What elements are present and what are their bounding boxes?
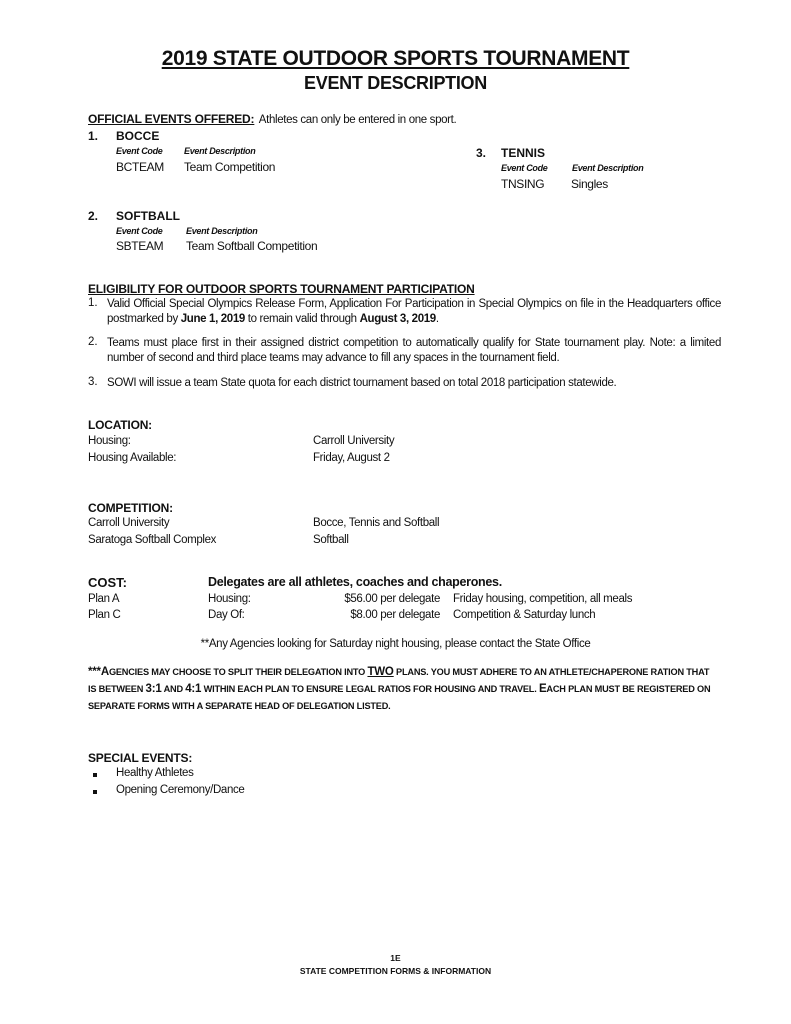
eligibility-heading: ELIGIBILITY FOR OUTDOOR SPORTS TOURNAMENT PARTICIPATION (88, 282, 475, 296)
eligibility-item-1 (107, 297, 721, 326)
notice-text: GENCIES MAY CHOOSE TO SPLIT THEIR DELEGATION INTO (108, 667, 368, 677)
plan-price: $56.00 per delegate (344, 593, 440, 605)
eligibility-text: Valid Official Special Olympics Release Form, Application For Participation in Special Olympics on file in the Headquarters office postmarked by (107, 298, 721, 325)
official-events-heading: OFFICIAL EVENTS OFFERED: (88, 112, 255, 126)
plan-type: Housing: (208, 593, 251, 605)
eligibility-text: . (435, 312, 439, 325)
notice-text: E (538, 683, 547, 695)
sport-number: 1. (88, 129, 99, 143)
eligibility-number: 3. (88, 376, 98, 388)
notice-text: WITHIN EACH PLAN TO ENSURE LEGAL RATIOS FOR HOUSING AND TRAVEL. (201, 684, 539, 694)
page-title: 2019 STATE OUTDOOR SPORTS TOURNAMENT (161, 47, 630, 70)
sport-name: TENNIS (501, 146, 546, 160)
competition-sports: Bocce, Tennis and Softball (313, 517, 440, 529)
special-event-item: Healthy Athletes (116, 767, 194, 779)
event-code: SBTEAM (116, 239, 164, 253)
bullet-icon (93, 790, 97, 794)
page-subtitle: EVENT DESCRIPTION (304, 73, 487, 93)
notice-ratio: 4:1 (185, 683, 202, 695)
official-events-line (88, 110, 456, 128)
sport-number: 2. (88, 209, 99, 223)
official-events-note: Athletes can only be entered in one sport. (258, 114, 457, 126)
sport-name: BOCCE (116, 129, 160, 143)
plan-name: Plan A (88, 593, 120, 605)
notice-text: ACH PLAN MUST BE REGISTERED ON SEPARATE FORMS WITH A SEPARATE HEAD OF DELEGATION LISTED. (88, 684, 711, 711)
eligibility-item-3: SOWI will issue a team State quota for each district tournament based on total 2018 participation statewide. (107, 377, 617, 389)
footer-label: STATE COMPETITION FORMS & INFORMATION (299, 966, 492, 976)
event-code-header: Event Code (116, 226, 163, 236)
event-description: Team Competition (184, 160, 276, 174)
location-value: Carroll University (313, 435, 395, 447)
sport-name: SOFTBALL (116, 209, 180, 223)
housing-note: **Any Agencies looking for Saturday night housing, please contact the State Office (200, 638, 591, 650)
deadline-date: June 1, 2019 (180, 312, 245, 325)
sport-number: 3. (476, 146, 487, 160)
notice-text: A (100, 666, 109, 678)
event-description: Team Softball Competition (186, 239, 318, 253)
plan-name: Plan C (88, 609, 121, 621)
cost-heading: COST: (88, 575, 127, 590)
bullet-icon (93, 773, 97, 777)
eligibility-number: 1. (88, 297, 98, 309)
eligibility-number: 2. (88, 336, 98, 348)
page-number: 1E (390, 953, 401, 963)
competition-heading: COMPETITION: (88, 501, 173, 515)
cost-subheading: Delegates are all athletes, coaches and chaperones. (208, 575, 502, 589)
plan-includes: Friday housing, competition, all meals (453, 593, 633, 605)
event-code: BCTEAM (116, 160, 164, 174)
location-label: Housing: (88, 435, 131, 447)
notice-ratio: 3:1 (145, 683, 162, 695)
location-value: Friday, August 2 (313, 452, 390, 464)
event-code-header: Event Code (116, 146, 163, 156)
notice-text: PLANS. YOU MUST ADHERE TO AN ATHLETE/CHAPERONE RATION THAT IS BETWEEN (88, 667, 710, 694)
notice-prefix: *** (88, 666, 101, 678)
plan-type: Day Of: (208, 609, 245, 621)
notice-text: AND (161, 684, 186, 694)
plan-includes: Competition & Saturday lunch (453, 609, 596, 621)
location-heading: LOCATION: (88, 418, 152, 432)
eligibility-item-2: Teams must place first in their assigned district competition to automatically qualify for State tournament play. Note: a limited number of second and third place teams may advance to fill any spaces in the tournament field. (107, 337, 721, 364)
special-events-heading: SPECIAL EVENTS: (88, 751, 193, 765)
event-description: Singles (571, 177, 608, 191)
agency-notice (88, 664, 718, 715)
event-description-header: Event Description (184, 146, 256, 156)
eligibility-text: to remain valid through (244, 312, 360, 325)
event-code-header: Event Code (501, 163, 548, 173)
event-description-header: Event Description (186, 226, 258, 236)
location-label: Housing Available: (88, 452, 177, 464)
competition-sports: Softball (313, 534, 349, 546)
plan-price: $8.00 per delegate (350, 609, 440, 621)
competition-venue: Saratoga Softball Complex (88, 534, 217, 546)
special-event-item: Opening Ceremony/Dance (116, 784, 245, 796)
valid-through-date: August 3, 2019 (359, 312, 436, 325)
notice-emphasis: TWO (367, 666, 394, 678)
event-code: TNSING (501, 177, 545, 191)
competition-venue: Carroll University (88, 517, 170, 529)
event-description-header: Event Description (572, 163, 644, 173)
